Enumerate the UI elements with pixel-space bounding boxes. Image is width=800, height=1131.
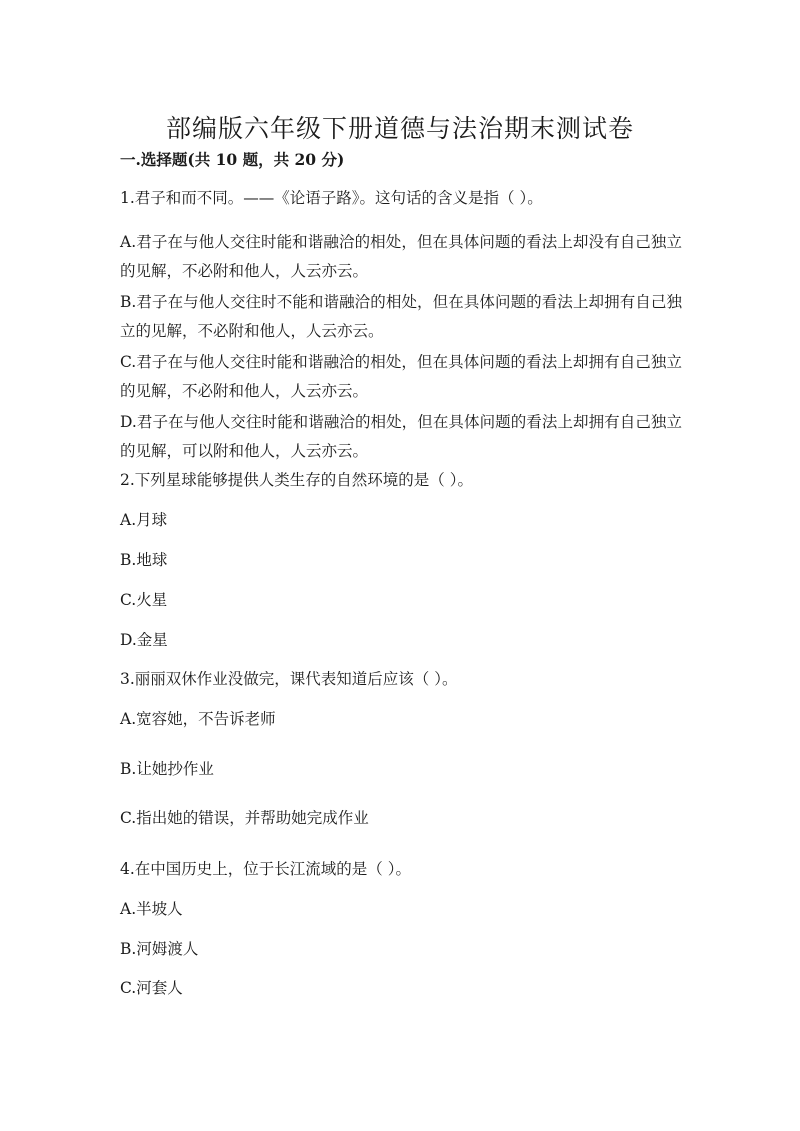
question-1-option-a: A.君子在与他人交往时能和谐融洽的相处，但在具体问题的看法上却没有自己独立的见解，不必附和他人，人云亦云。 bbox=[120, 233, 682, 280]
question-3-option-c: C.指出她的错误，并帮助她完成作业 bbox=[120, 809, 369, 827]
question-3-stem: 3.丽丽双休作业没做完，课代表知道后应该（ ）。 bbox=[120, 670, 458, 688]
section-heading: 一.选择题(共 10 题，共 20 分) bbox=[120, 150, 345, 169]
page-title: 部编版六年级下册道德与法治期末测试卷 bbox=[165, 113, 634, 143]
question-4-option-a: A.半坡人 bbox=[120, 900, 183, 918]
question-2-stem: 2.下列星球能够提供人类生存的自然环境的是（ ）。 bbox=[120, 471, 473, 489]
question-3-option-b: B.让她抄作业 bbox=[120, 760, 214, 778]
question-4-stem: 4.在中国历史上，位于长江流域的是（ ）。 bbox=[120, 860, 411, 878]
question-4-option-b: B.河姆渡人 bbox=[120, 940, 199, 958]
question-1-option-d: D.君子在与他人交往时能和谐融洽的相处，但在具体问题的看法上却拥有自己独立的见解，可以附和他人，人云亦云。 bbox=[120, 413, 682, 460]
question-4-option-c: C.河套人 bbox=[120, 979, 183, 997]
question-2-option-a: A.月球 bbox=[120, 511, 168, 529]
question-2-option-c: C.火星 bbox=[120, 591, 168, 609]
question-2-option-b: B.地球 bbox=[120, 551, 168, 569]
question-1-option-c: C.君子在与他人交往时能和谐融洽的相处，但在具体问题的看法上却拥有自己独立的见解，不必附和他人，人云亦云。 bbox=[120, 353, 682, 400]
question-1-stem: 1.君子和而不同。——《论语子路》。这句话的含义是指（ ）。 bbox=[120, 189, 543, 207]
question-3-option-a: A.宽容她，不告诉老师 bbox=[120, 710, 276, 728]
question-1-option-b: B.君子在与他人交往时不能和谐融洽的相处，但在具体问题的看法上却拥有自己独立的见解，不必附和他人，人云亦云。 bbox=[120, 293, 682, 340]
question-2-option-d: D.金星 bbox=[120, 631, 168, 649]
